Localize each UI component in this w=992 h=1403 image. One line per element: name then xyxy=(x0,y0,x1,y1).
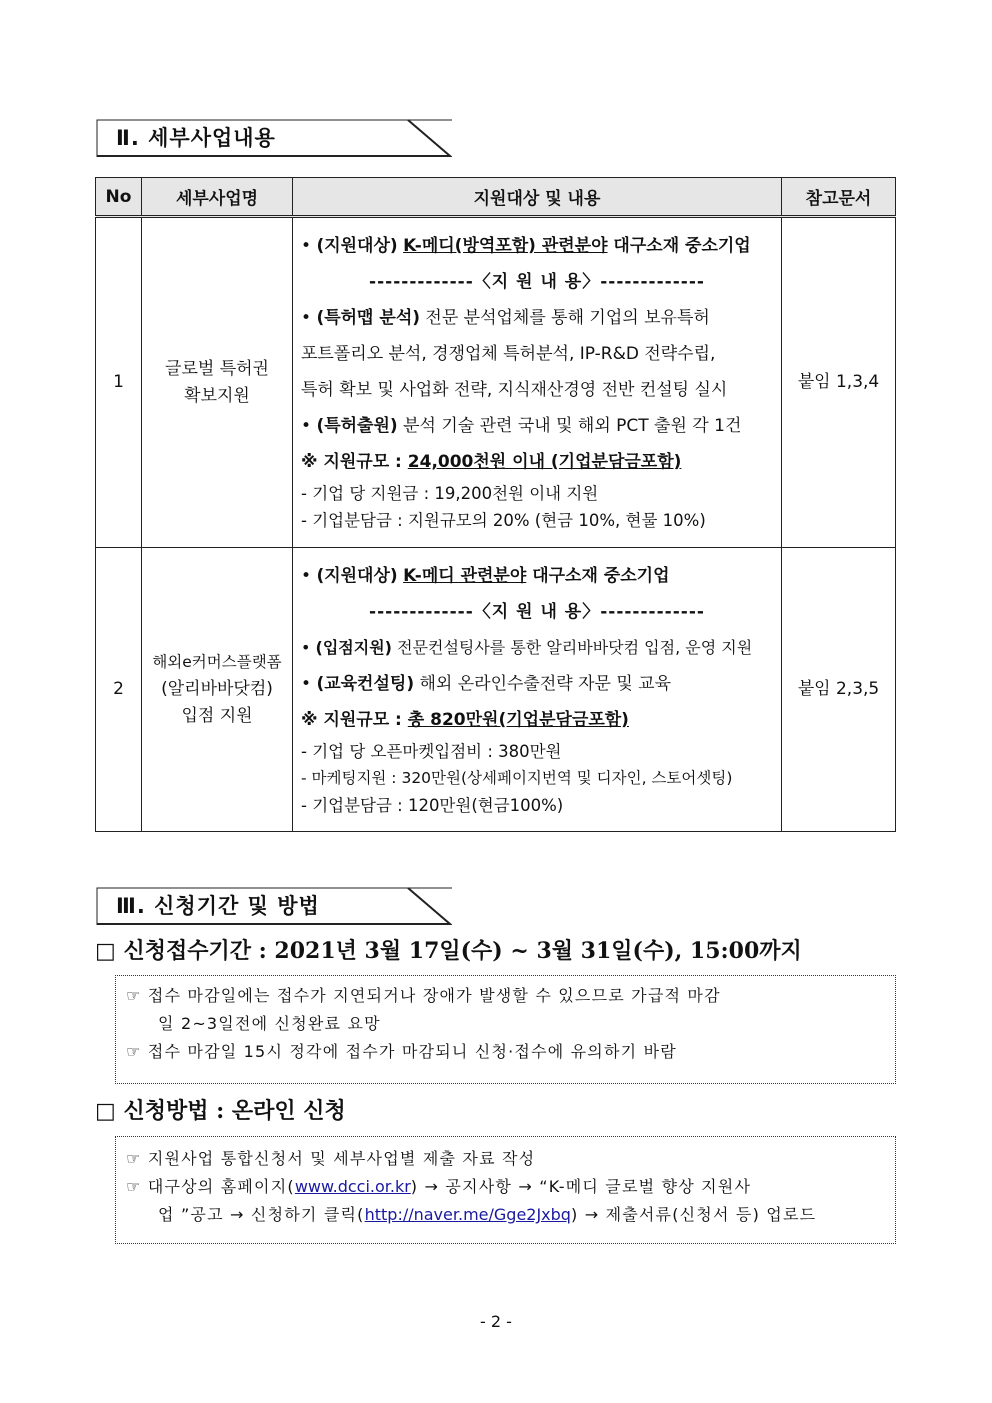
note-line: ☞ 접수 마감일 15시 정각에 접수가 마감되니 신청·접수에 유의하기 바람 xyxy=(126,1042,677,1061)
target-rest: 대구소재 중소기업 xyxy=(526,566,670,586)
section3-title: Ⅲ. 신청기간 및 방법 xyxy=(116,894,320,918)
bullet-icon: • xyxy=(301,566,312,586)
item-label: (특허출원) xyxy=(316,416,398,436)
method-text: 업 ”공고 → 신청하기 클릭( xyxy=(158,1205,365,1224)
row-content xyxy=(293,548,782,832)
section3-heading xyxy=(96,886,452,926)
period-heading: □ 신청접수기간 : 2021년 3월 17일(수) ~ 3월 31일(수), 15:00까지 xyxy=(95,938,802,964)
bullet-icon: • xyxy=(301,638,311,657)
row-ref: 붙임 2,3,5 xyxy=(782,548,896,832)
item-text: 분석 기술 관련 국내 및 해외 PCT 출원 각 1건 xyxy=(397,416,742,436)
period-notes-box xyxy=(115,975,896,1084)
bullet-icon: • xyxy=(301,674,312,694)
target-underlined: K-메디(방역포함) 관련분야 xyxy=(403,236,608,256)
target-label: (지원대상) xyxy=(316,236,398,256)
dcci-homepage-link[interactable]: www.dcci.or.kr xyxy=(294,1177,411,1196)
row-no: 1 xyxy=(96,217,142,548)
apply-link[interactable]: http://naver.me/Gge2Jxbq xyxy=(364,1205,571,1224)
header-ref: 참고문서 xyxy=(782,178,896,217)
item-cont: 포트폴리오 분석, 경쟁업체 특허분석, IP-R&D 전략수립, xyxy=(301,344,716,364)
scale-label: ※ 지원규모 : xyxy=(301,710,408,730)
header-name: 세부사업명 xyxy=(142,178,293,217)
item-line xyxy=(301,408,773,444)
item-text: 전문컨설팅사를 통한 알리바바닷컴 입점, 운영 지원 xyxy=(391,638,753,657)
item-text: 해외 온라인수출전략 자문 및 교육 xyxy=(414,674,672,694)
note-line: 일 2~3일전에 신청완료 요망 xyxy=(158,1014,381,1033)
target-line xyxy=(301,228,773,264)
business-table xyxy=(95,177,896,832)
section2-title: Ⅱ. 세부사업내용 xyxy=(116,126,276,150)
row-name-line: 해외e커머스플랫폼 xyxy=(152,653,282,671)
row-content xyxy=(293,217,782,548)
method-heading: □ 신청방법 : 온라인 신청 xyxy=(95,1098,346,1124)
scale-value: 총 820만원(기업분담금포함) xyxy=(407,710,629,730)
header-content: 지원대상 및 내용 xyxy=(293,178,782,217)
method-line xyxy=(126,1173,885,1201)
item-label: (특허맵 분석) xyxy=(316,308,421,328)
scale-value: 24,000천원 이내 (기업분담금포함) xyxy=(407,452,682,472)
detail-line: - 기업 당 오픈마켓입점비 : 380만원 xyxy=(301,742,562,761)
item-line xyxy=(301,666,773,702)
header-no: No xyxy=(96,178,142,217)
detail-line: - 기업 당 지원금 : 19,200천원 이내 지원 xyxy=(301,484,599,503)
target-label: (지원대상) xyxy=(316,566,398,586)
row-name-line: 확보지원 xyxy=(184,385,250,406)
target-underlined: K-메디 관련분야 xyxy=(403,566,527,586)
detail-line: - 기업분담금 : 120만원(현금100%) xyxy=(301,796,564,815)
item-text: 전문 분석업체를 통해 기업의 보유특허 xyxy=(420,308,710,328)
bullet-icon: • xyxy=(301,416,312,436)
item-label: (입점지원) xyxy=(315,638,392,657)
row-name xyxy=(142,548,293,832)
table-row xyxy=(96,548,896,832)
bullet-icon: • xyxy=(301,236,312,256)
method-text: ) → 공지사항 → “K-메디 글로벌 향상 지원사 xyxy=(410,1177,752,1196)
row-name-line: 입점 지원 xyxy=(181,706,253,726)
target-rest: 대구소재 중소기업 xyxy=(607,236,751,256)
scale-line xyxy=(301,444,773,480)
row-name xyxy=(142,217,293,548)
method-line: ☞ 지원사업 통합신청서 및 세부사업별 제출 자료 작성 xyxy=(126,1149,536,1168)
item-line xyxy=(301,300,773,336)
method-text: ) → 제출서류(신청서 등) 업로드 xyxy=(570,1205,817,1224)
table-header-row xyxy=(96,178,896,217)
detail-line: - 마케팅지원 : 320만원(상세페이지번역 및 디자인, 스토어셋팅) xyxy=(301,769,733,787)
row-name-line: 글로벌 특허권 xyxy=(165,358,269,379)
row-name-line: (알리바바닷컴) xyxy=(161,679,273,699)
content-divider: -------------〈지 원 내 용〉------------- xyxy=(369,602,705,622)
row-ref: 붙임 1,3,4 xyxy=(782,217,896,548)
target-line xyxy=(301,558,773,594)
scale-line xyxy=(301,702,773,738)
row-no: 2 xyxy=(96,548,142,832)
method-text: ☞ 대구상의 홈페이지( xyxy=(126,1177,295,1196)
section2-heading xyxy=(96,118,452,158)
note-line: ☞ 접수 마감일에는 접수가 지연되거나 장애가 발생할 수 있으므로 가급적 마감 xyxy=(126,986,721,1005)
method-line xyxy=(126,1201,885,1229)
page-number: - 2 - xyxy=(480,1312,512,1331)
bullet-icon: • xyxy=(301,308,312,328)
item-line xyxy=(301,630,773,666)
method-box xyxy=(115,1136,896,1244)
item-cont: 특허 확보 및 사업화 전략, 지식재산경영 전반 컨설팅 실시 xyxy=(301,380,728,400)
content-divider: -------------〈지 원 내 용〉------------- xyxy=(369,272,705,292)
item-label: (교육컨설팅) xyxy=(316,674,415,694)
detail-line: - 기업분담금 : 지원규모의 20% (현금 10%, 현물 10%) xyxy=(301,511,706,530)
scale-label: ※ 지원규모 : xyxy=(301,452,408,472)
table-row xyxy=(96,217,896,548)
